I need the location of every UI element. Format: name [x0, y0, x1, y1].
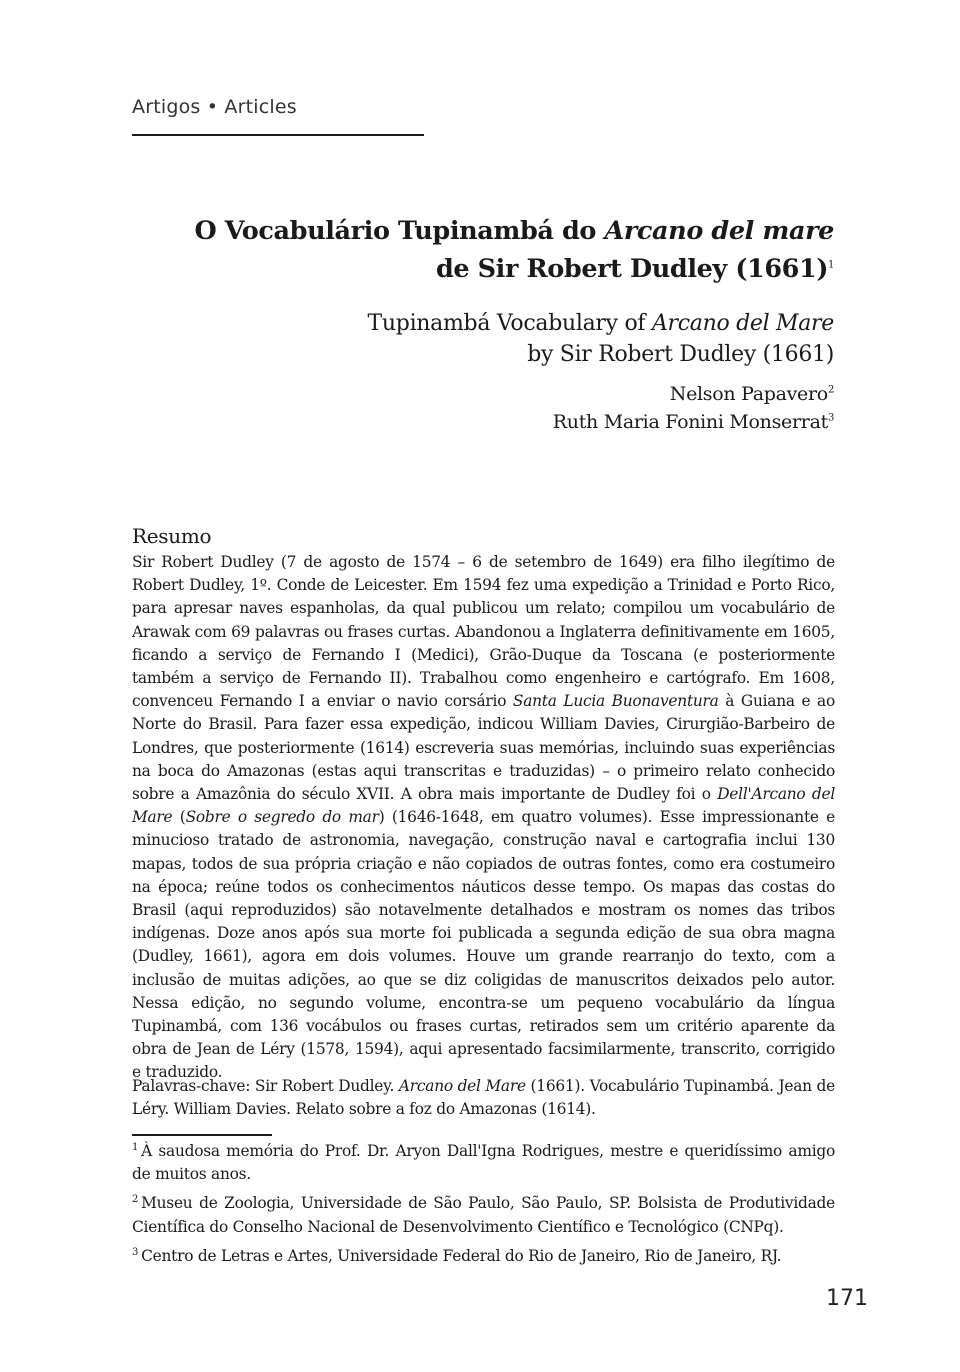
author-footnote-mark[interactable]: 3 [827, 412, 834, 424]
footnote-text: À saudosa memória do Prof. Dr. Aryon Dall'Igna Rodrigues, mestre e queridíssimo amigo de muitos anos. [132, 1142, 835, 1184]
footnote-mark: 2 [132, 1194, 139, 1206]
title-italic-work: Arcano del mare [604, 216, 834, 246]
author [334, 380, 834, 408]
abstract-text: ( [172, 808, 186, 827]
footnote-text: Museu de Zoologia, Universidade de São Paulo, São Paulo, SP. Bolsista de Produtividade Científica do Conselho Nacional de Desenvolvimento Científico e Tecnológico (CNPq). [132, 1194, 835, 1236]
english-title-text: Tupinambá Vocabulary of [367, 311, 652, 336]
keywords-text: Palavras-chave: Sir Robert Dudley. [132, 1077, 399, 1095]
keywords-italic: Arcano del Mare [398, 1077, 526, 1095]
title-text: O Vocabulário Tupinambá do [194, 216, 605, 246]
section-rule [132, 134, 424, 136]
title-footnote-mark[interactable]: 1 [828, 259, 834, 271]
abstract-work-title: Dell'Arcano del Mare [132, 785, 835, 827]
title-line-1 [134, 212, 834, 250]
abstract-body [132, 551, 835, 1085]
abstract-work-translation: Sobre o segredo do mar [185, 808, 379, 827]
abstract-text: ) (1646-1648, em quatro volumes). Esse impressionante e minucioso tratado de astronomia, navegação, construção naval e cartografia inclui 130 mapas, todos de sua própria criação e não copiados de outras fontes, como era costumeiro na época; reúne todos os conhecimentos náuticos desse tempo. Os mapas das costas do Brasil (aqui reproduzidos) são notavelmente detalhados e mostram os nomes das tribos indígenas. Doze anos após sua morte foi publicada a segunda edição de sua obra magna (Dudley, 1661), agora em dois volumes. Houve um grande rearranjo do texto, com a inclusão de muitas adições, ao que se diz coligidas de manuscritos deixados pelo autor. Nessa edição, no segundo volume, encontra-se um pequeno vocabulário da língua Tupinambá, com 136 vocábulos ou frases curtas, retirados sem um critério aparente da obra de Jean de Léry (1578, 1594), aqui apresentado facsimilarmente, transcrito, corrigido e traduzido. [132, 808, 835, 1082]
abstract-heading: Resumo [132, 524, 212, 548]
title-line-2 [134, 250, 834, 288]
footnote [132, 1192, 835, 1238]
title-text-2: de Sir Robert Dudley (1661) [435, 254, 829, 284]
footnote-text: Centro de Letras e Artes, Universidade Federal do Rio de Janeiro, Rio de Janeiro, RJ. [141, 1246, 782, 1265]
footnotes [132, 1140, 835, 1274]
english-title-line-2: by Sir Robert Dudley (1661) [527, 342, 834, 367]
footnote-mark: 3 [132, 1246, 139, 1258]
author-footnote-mark[interactable]: 2 [827, 384, 834, 396]
abstract-ship-name: Santa Lucia Buonaventura [512, 692, 719, 711]
authors [334, 380, 834, 436]
english-title [234, 308, 834, 370]
keywords-text-2: (1661). Vocabulário Tupinambá. Jean de Léry. William Davies. Relato sobre a foz do Amazonas (1614). [132, 1077, 835, 1119]
section-label: Artigos • Articles [132, 96, 297, 118]
author-name: Nelson Papavero [669, 383, 828, 405]
article-title [134, 212, 834, 288]
footnote-rule [132, 1134, 272, 1136]
abstract-text: Sir Robert Dudley (7 de agosto de 1574 – 6 de setembro de 1649) era filho ilegítimo de Robert Dudley, 1º. Conde de Leicester. Em 1594 fez uma expedição a Trinidad e Porto Rico, para apresar naves espanholas, da qual publicou um relato; compilou um vocabulário de Arawak com 69 palavras ou frases curtas. Abandonou a Inglaterra definitivamente em 1605, ficando a serviço de Fernando I (Medici), Grão-Duque da Toscana (e posteriormente também a serviço de Fernando II). Trabalhou como engenheiro e cartógrafo. Em 1608, convenceu Fernando I a enviar o navio corsário [132, 553, 835, 711]
footnote [132, 1245, 835, 1268]
footnote [132, 1140, 835, 1186]
page-number: 171 [826, 1286, 868, 1311]
english-title-italic: Arcano del Mare [651, 311, 834, 336]
author [334, 408, 834, 436]
author-name: Ruth Maria Fonini Monserrat [552, 411, 828, 433]
footnote-mark: 1 [132, 1141, 139, 1153]
keywords [132, 1075, 835, 1121]
abstract-text: à Guiana e ao Norte do Brasil. Para fazer essa expedição, indicou William Davies, Cirurgião-Barbeiro de Londres, que posteriormente (1614) escreveria suas memórias, incluindo suas experiências na boca do Amazonas (estas aqui transcritas e traduzidas) – o primeiro relato conhecido sobre a Amazônia do século XVII. A obra mais importante de Dudley foi o [132, 692, 835, 804]
